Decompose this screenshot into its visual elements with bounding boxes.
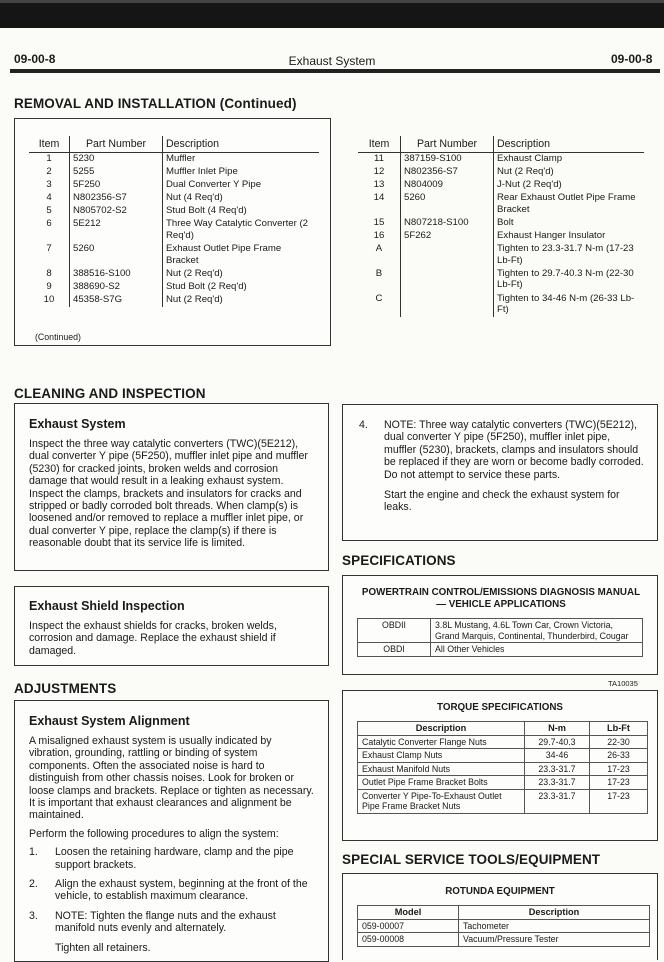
torque-lbft: 26-33 — [590, 749, 648, 763]
exhaust-shield-title: Exhaust Shield Inspection — [29, 599, 185, 613]
torque-col-lbft: Lb-Ft — [590, 722, 648, 736]
part-number: N805702-S2 — [70, 205, 163, 218]
part-number: 5230 — [70, 153, 163, 167]
step-number: 1. — [29, 846, 38, 859]
parts-row — [358, 166, 644, 179]
col-part-header: Part Number — [401, 136, 494, 153]
item-number: B — [358, 268, 401, 293]
parts-row — [358, 243, 644, 268]
exhaust-shield-box — [14, 586, 329, 666]
item-number: 9 — [29, 281, 70, 294]
part-number: 5F262 — [401, 230, 494, 243]
part-description: Muffler Inlet Pipe — [166, 166, 238, 178]
tools-col-desc: Description — [459, 906, 650, 920]
part-number: N804009 — [401, 179, 494, 192]
torque-lbft: 17-23 — [590, 762, 648, 776]
part-number: 388516-S100 — [70, 268, 163, 281]
item-number: 5 — [29, 205, 70, 218]
part-description: Exhaust Clamp — [497, 153, 563, 164]
col-desc-header: Description — [163, 136, 320, 153]
tools-table — [357, 905, 650, 947]
obd-system: OBDI — [358, 643, 431, 657]
part-description: Nut (4 Req'd) — [166, 192, 223, 204]
part-number: 5260 — [70, 243, 163, 268]
torque-col-desc: Description — [358, 722, 525, 736]
page-title: Exhaust System — [288, 54, 376, 68]
part-number — [401, 243, 494, 268]
torque-description: Catalytic Converter Flange Nuts — [358, 735, 525, 749]
part-number — [401, 293, 494, 318]
part-number: N802356-S7 — [401, 166, 494, 179]
pcm-row — [358, 643, 643, 657]
part-description: Nut (2 Req'd) — [166, 294, 223, 306]
part-description: Bolt — [497, 216, 514, 228]
alignment-text: A misaligned exhaust system is usually indicated by vibration, grounding, rattling or binding of system components. Often the associated noise is hard to distinguish from other chassis noises. Look for broken or loose clamps and brackets. Replace or tighten as necessary. It is important that exhaust clearances and alignment be maintained. — [29, 735, 314, 822]
part-description: Nut (2 Req'd) — [497, 166, 554, 178]
exhaust-system-text: Inspect the three way catalytic converters (TWC)(5E212), dual converter Y pipe (5F250), muffler inlet pipe and muffler (5230) for cracked joints, broken welds and corrosion damage that would result in a leaking exhaust system. Inspect the clamps, brackets and insulators for cracks and stripped or badly corroded bolt threads. When clamp(s) is loosened and/or removed to replace a muffler inlet pipe, or dual converter Y pipe, replace the clamp(s) if there is reasonable doubt that its service life is limited. — [29, 438, 308, 550]
rotunda-title: ROTUNDA EQUIPMENT — [445, 886, 555, 897]
page-number-right: 09-00-8 — [611, 52, 653, 66]
parts-row — [358, 179, 644, 192]
item-number: 6 — [29, 218, 70, 243]
parts-row — [358, 268, 644, 293]
part-description: Exhaust Hanger Insulator — [497, 230, 606, 242]
tool-description: Vacuum/Pressure Tester — [459, 933, 650, 947]
step-number: 2. — [29, 878, 38, 891]
tool-row — [358, 919, 650, 933]
torque-nm: 34-46 — [525, 749, 590, 763]
col-item-header: Item — [29, 136, 70, 153]
torque-row — [358, 789, 648, 813]
top-scan-bar — [0, 0, 664, 28]
alignment-steps — [29, 846, 314, 934]
torque-nm: 23.3-31.7 — [525, 762, 590, 776]
part-description: Exhaust Outlet Pipe Frame Bracket — [166, 243, 282, 266]
parts-row — [29, 205, 319, 218]
part-description: Three Way Catalytic Converter (2 Req'd) — [166, 218, 308, 242]
parts-table-right — [358, 136, 644, 317]
torque-nm: 23.3-31.7 — [525, 776, 590, 790]
part-number: 45358-S7G — [70, 294, 163, 307]
part-number: 387159-S100 — [401, 153, 494, 167]
tools-col-model: Model — [358, 906, 459, 920]
top-edge-rule — [0, 0, 664, 3]
item-number: 2 — [29, 166, 70, 179]
note-box — [342, 404, 658, 541]
alignment-intro: Perform the following procedures to align the system: — [29, 827, 279, 840]
part-description: Nut (2 Req'd) — [166, 267, 223, 279]
step-text: Loosen the retaining hardware, clamp and the pipe support brackets. — [55, 846, 294, 871]
header-rule — [10, 69, 660, 73]
item-number: 7 — [29, 243, 70, 268]
continued-note: (Continued) — [35, 332, 81, 342]
exhaust-system-box — [14, 403, 329, 571]
exhaust-system-title: Exhaust System — [29, 417, 126, 431]
alignment-step — [29, 846, 314, 871]
rotunda-box — [342, 873, 658, 960]
parts-table-left — [29, 136, 319, 307]
removal-heading: REMOVAL AND INSTALLATION (Continued) — [14, 96, 297, 111]
torque-description: Exhaust Manifold Nuts — [358, 762, 525, 776]
item-number: 8 — [29, 268, 70, 281]
step-text: Align the exhaust system, beginning at the front of the vehicle, to establish maximum clearance. — [55, 878, 308, 903]
part-description: Rear Exhaust Outlet Pipe Frame Bracket — [497, 192, 636, 215]
col-item-header: Item — [358, 136, 401, 153]
part-number: N802356-S7 — [70, 192, 163, 205]
part-description: Tighten to 23.3-31.7 N-m (17-23 Lb-Ft) — [497, 243, 634, 266]
parts-row — [29, 192, 319, 205]
pcm-manual-title: POWERTRAIN CONTROL/EMISSIONS DIAGNOSIS MANUAL — VEHICLE APPLICATIONS — [361, 587, 641, 610]
parts-row — [29, 243, 319, 268]
part-number: 388690-S2 — [70, 281, 163, 294]
part-number: 5F250 — [70, 179, 163, 192]
tool-description: Tachometer — [459, 919, 650, 933]
exhaust-shield-text: Inspect the exhaust shields for cracks, broken welds, corrosion and damage. Replace the exhaust shield if damaged. — [29, 620, 277, 657]
tighten-note: Tighten all retainers. — [55, 941, 151, 954]
item-number: C — [358, 293, 401, 318]
part-description: Dual Converter Y Pipe — [166, 179, 262, 191]
pcm-table — [357, 618, 643, 657]
part-number — [401, 268, 494, 293]
part-description: Tighten to 29.7-40.3 N-m (22-30 Lb-Ft) — [497, 267, 634, 291]
alignment-title: Exhaust System Alignment — [29, 714, 190, 728]
parts-row — [29, 218, 319, 243]
parts-row — [29, 268, 319, 281]
parts-table-left-box — [14, 118, 331, 346]
tool-row — [358, 933, 650, 947]
pcm-manual-box — [342, 575, 658, 675]
adjustments-heading: ADJUSTMENTS — [14, 681, 117, 696]
part-number: 5260 — [401, 192, 494, 217]
part-description: J-Nut (2 Req'd) — [497, 179, 562, 191]
item-number: 14 — [358, 192, 401, 217]
item-number: 4 — [29, 192, 70, 205]
torque-row — [358, 735, 648, 749]
torque-col-nm: N-m — [525, 722, 590, 736]
obd-system: OBDII — [358, 619, 431, 643]
torque-table — [357, 721, 648, 814]
item-number: A — [358, 243, 401, 268]
parts-row — [358, 293, 644, 318]
item-number: 11 — [358, 153, 401, 167]
part-number: N807218-S100 — [401, 217, 494, 230]
col-desc-header: Description — [494, 136, 645, 153]
item-number: 1 — [29, 153, 70, 167]
torque-lbft: 22-30 — [590, 735, 648, 749]
parts-row — [29, 294, 319, 307]
parts-row — [29, 281, 319, 294]
reference-code: TA10035 — [608, 679, 638, 688]
parts-row — [358, 192, 644, 217]
tool-model: 059-00008 — [358, 933, 459, 947]
step-number: 3. — [29, 909, 38, 922]
note-number: 4. — [359, 419, 368, 431]
item-number: 10 — [29, 294, 70, 307]
torque-lbft: 17-23 — [590, 789, 648, 813]
note-text: NOTE: Three way catalytic converters (TWC)(5E212), dual converter Y pipe (5F250), muffler inlet pipe, muffler (5230), brackets, clamps and insulators should be replaced if they are worn or become badly corroded. Do not attempt to service these parts. — [384, 419, 644, 481]
tools-heading: SPECIAL SERVICE TOOLS/EQUIPMENT — [342, 852, 601, 867]
parts-row — [29, 153, 319, 167]
part-description: Muffler — [166, 153, 196, 164]
item-number: 15 — [358, 217, 401, 230]
item-number: 3 — [29, 179, 70, 192]
torque-specs-box — [342, 690, 658, 841]
page-number-left: 09-00-8 — [14, 52, 56, 66]
parts-row — [29, 179, 319, 192]
item-number: 12 — [358, 166, 401, 179]
part-number: 5E212 — [70, 218, 163, 243]
torque-description: Exhaust Clamp Nuts — [358, 749, 525, 763]
specifications-heading: SPECIFICATIONS — [342, 553, 456, 568]
torque-description: Converter Y Pipe-To-Exhaust Outlet Pipe Frame Bracket Nuts — [358, 789, 525, 813]
torque-row — [358, 776, 648, 790]
parts-row — [358, 217, 644, 230]
note-text-2: Start the engine and check the exhaust system for leaks. — [384, 489, 620, 514]
part-description: Stud Bolt (2 Req'd) — [166, 280, 247, 292]
torque-row — [358, 749, 648, 763]
torque-row — [358, 762, 648, 776]
parts-row — [358, 230, 644, 243]
step-text: NOTE: Tighten the flange nuts and the exhaust manifold nuts evenly and alternately. — [55, 909, 276, 935]
alignment-step — [29, 910, 314, 935]
item-number: 13 — [358, 179, 401, 192]
vehicle-applications: 3.8L Mustang, 4.6L Town Car, Crown Victoria, Grand Marquis, Continental, Thunderbird, Cougar — [431, 619, 643, 643]
vehicle-applications: All Other Vehicles — [431, 643, 643, 657]
parts-row — [358, 153, 644, 167]
torque-lbft: 17-23 — [590, 776, 648, 790]
torque-nm: 29.7-40.3 — [525, 735, 590, 749]
col-part-header: Part Number — [70, 136, 163, 153]
alignment-step — [29, 878, 314, 903]
part-description: Stud Bolt (4 Req'd) — [166, 205, 247, 217]
parts-row — [29, 166, 319, 179]
torque-nm: 23.3-31.7 — [525, 789, 590, 813]
torque-title: TORQUE SPECIFICATIONS — [437, 702, 563, 713]
torque-description: Outlet Pipe Frame Bracket Bolts — [358, 776, 525, 790]
part-description: Tighten to 34-46 N-m (26-33 Lb-Ft) — [497, 292, 635, 316]
part-number: 5255 — [70, 166, 163, 179]
tool-model: 059-00007 — [358, 919, 459, 933]
pcm-row — [358, 619, 643, 643]
alignment-box — [14, 700, 329, 962]
cleaning-heading: CLEANING AND INSPECTION — [14, 386, 206, 401]
item-number: 16 — [358, 230, 401, 243]
